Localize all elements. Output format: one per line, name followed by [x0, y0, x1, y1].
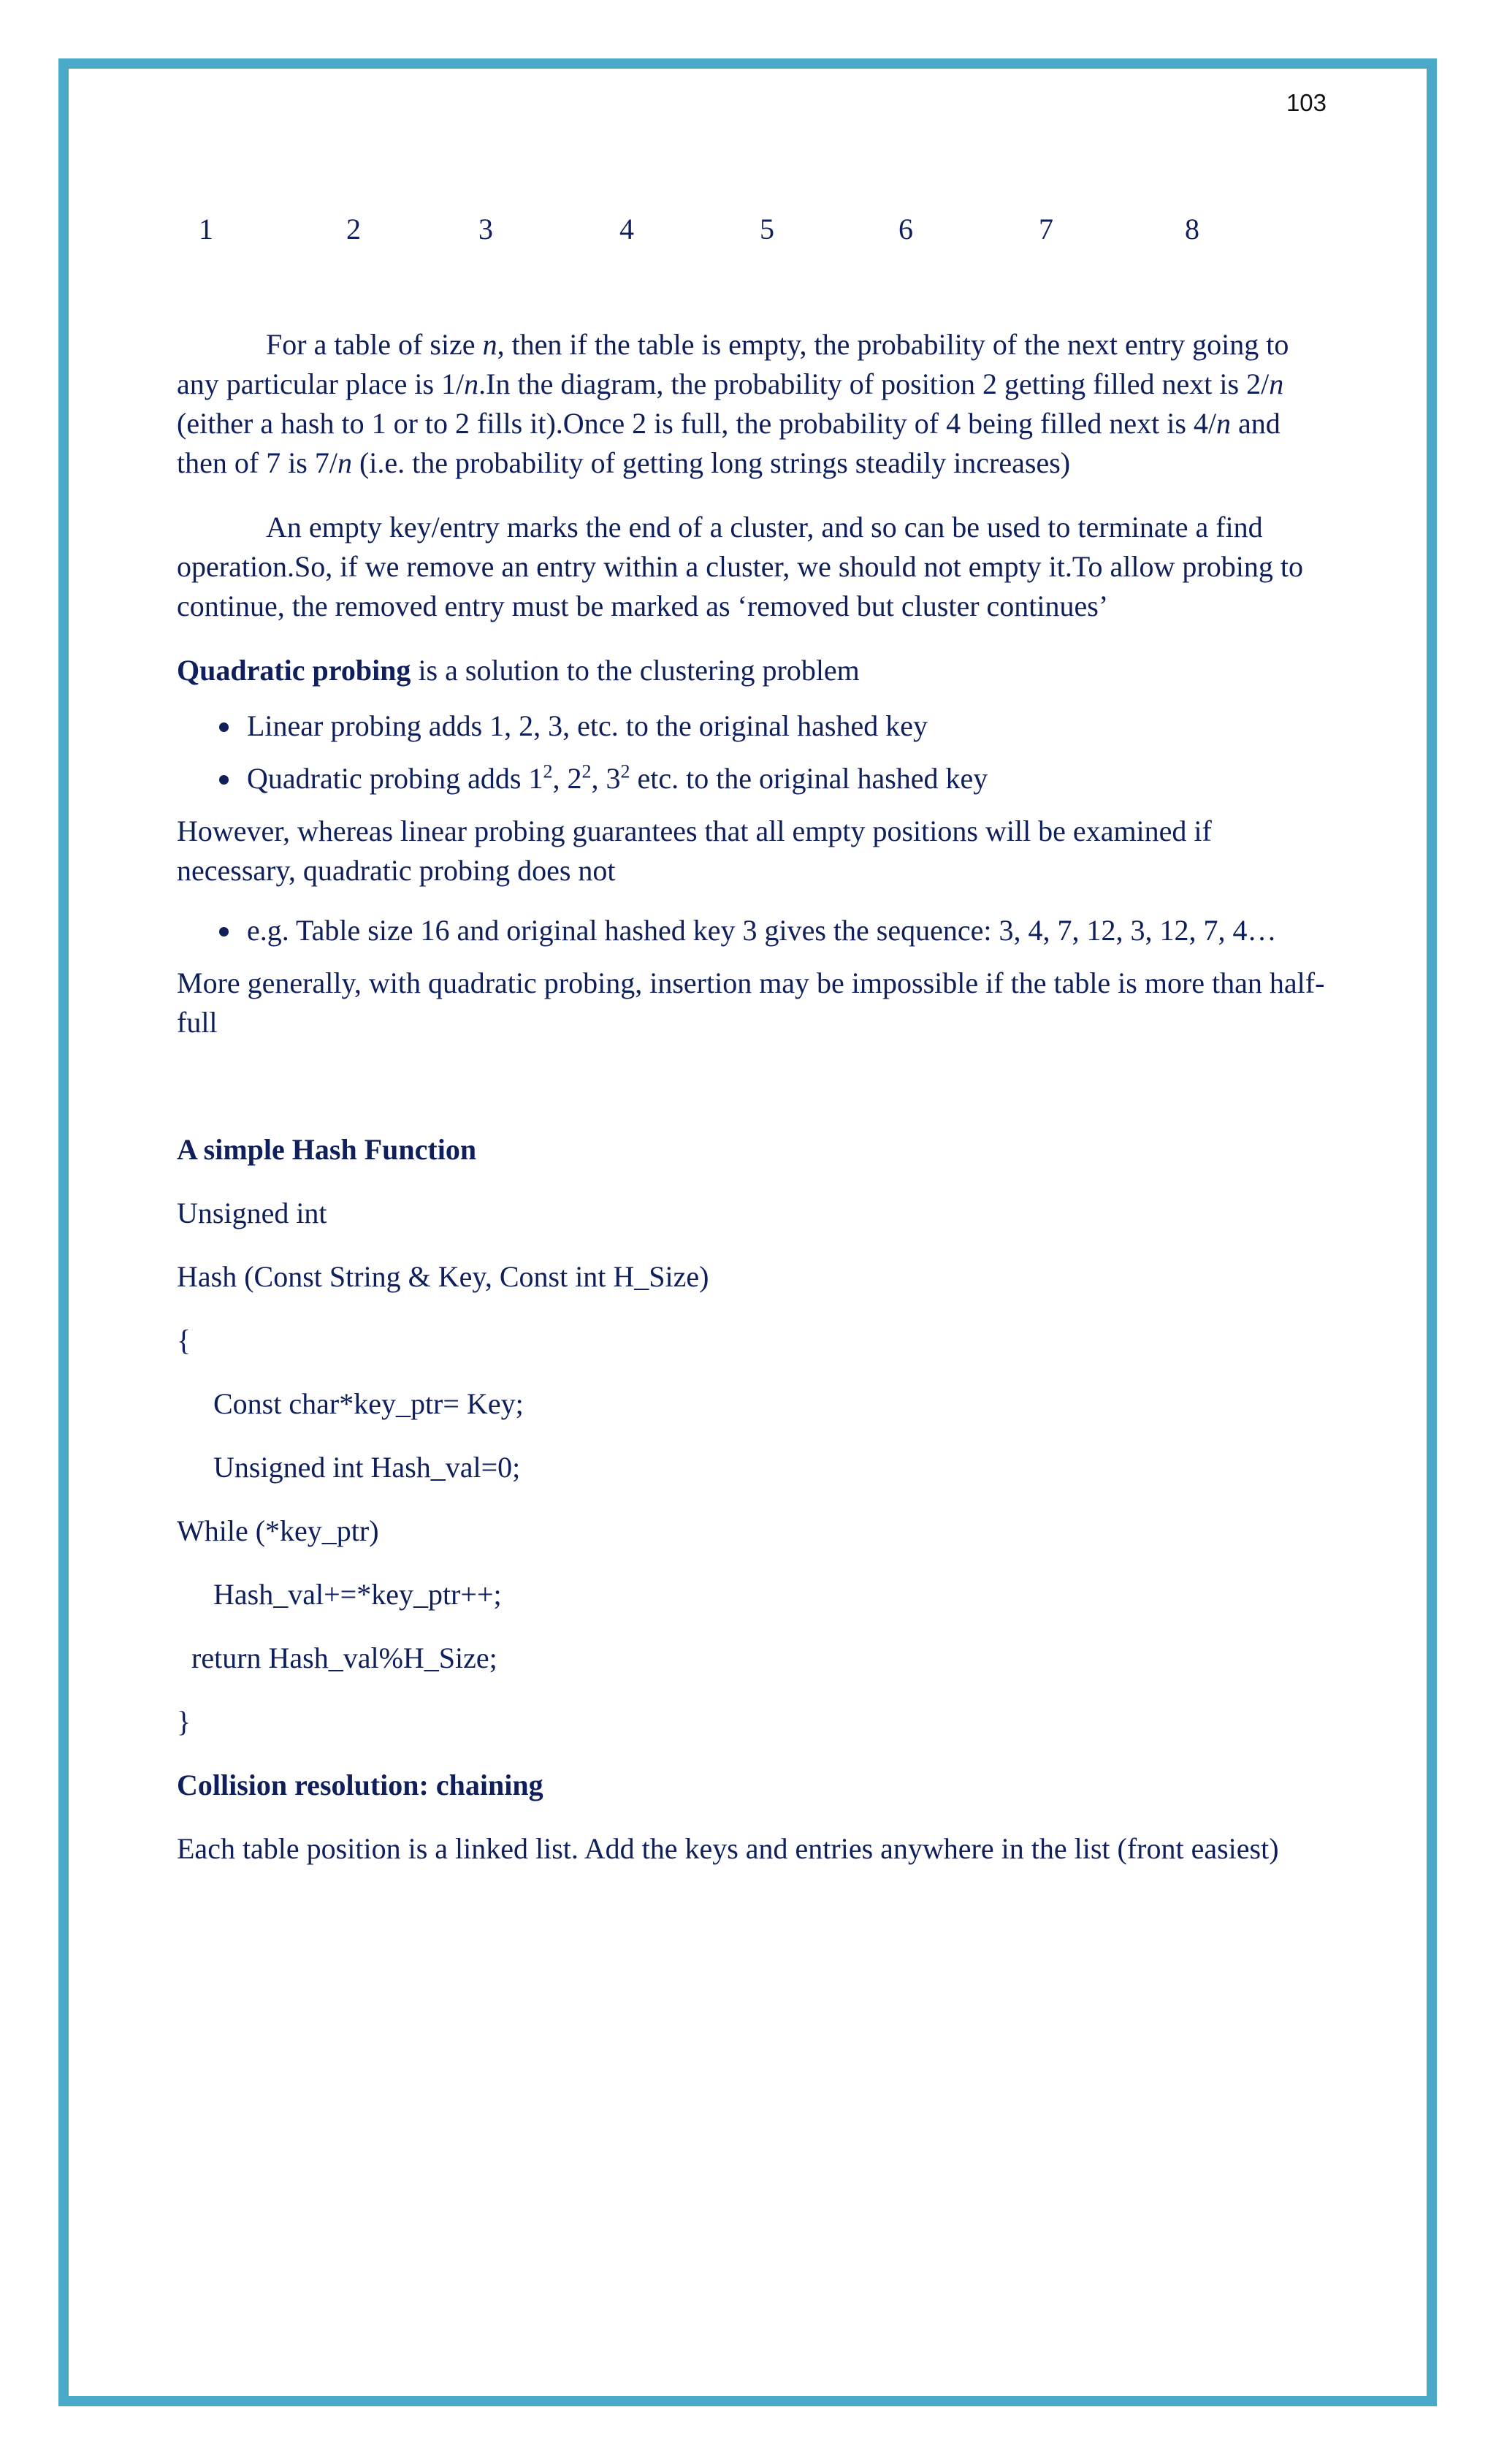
cell-number-8: 8: [1185, 213, 1199, 245]
cell-number-2: 2: [346, 213, 361, 245]
paragraph-empty-key: An empty key/entry marks the end of a cluster, and so can be used to terminate a find operation.So, if we remove an entry within a cluster, we should not empty it.To allow probing to continue, the removed entry must be marked as ‘removed but cluster continues’: [177, 511, 1303, 622]
cell-number-7: 7: [1039, 213, 1053, 245]
document-body: [177, 325, 1331, 1869]
code-line-6: While (*key_ptr): [177, 1514, 379, 1547]
bullet-icon: [219, 722, 229, 732]
chaining-heading: Collision resolution: chaining: [177, 1769, 543, 1801]
code-line-9: }: [177, 1705, 191, 1738]
example-bullet-list: [177, 911, 1331, 950]
code-line-2: Hash (Const String & Key, Const int H_Size): [177, 1260, 709, 1293]
probing-bullet-list: [177, 706, 1331, 798]
cell-number-4: 4: [619, 213, 634, 245]
paragraph-however: However, whereas linear probing guarantees that all empty positions will be examined if necessary, quadratic probing does not: [177, 815, 1212, 887]
cell-number-3: 3: [478, 213, 493, 245]
list-item-linear: Linear probing adds 1, 2, 3, etc. to the original hashed key: [247, 706, 1331, 746]
code-line-3: {: [177, 1324, 191, 1357]
cell-number-5: 5: [760, 213, 774, 245]
bullet-icon: [219, 775, 229, 785]
table-cell-numbers: [0, 212, 1496, 248]
paragraph-more-generally: More generally, with quadratic probing, insertion may be impossible if the table is more than half-full: [177, 966, 1325, 1039]
code-line-7: Hash_val+=*key_ptr++;: [213, 1578, 502, 1611]
list-item-example: e.g. Table size 16 and original hashed key 3 gives the sequence: 3, 4, 7, 12, 3, 12, 7, 4…: [247, 911, 1331, 950]
bullet-icon: [219, 927, 229, 937]
paragraph-probability: For a table of size n, then if the table is empty, the probability of the next entry going to any particular place is 1/n.In the diagram, the probability of position 2 getting filled next is 2/n (either a hash to 1 or to 2 fills it).Once 2 is full, the probability of 4 being filled next is 4/n and then of 7 is 7/n (i.e. the probability of getting long strings steadily increases): [177, 328, 1289, 479]
paragraph-quadratic-intro: Quadratic probing is a solution to the clustering problem: [177, 654, 860, 687]
hash-function-heading: A simple Hash Function: [177, 1133, 477, 1166]
code-line-8: return Hash_val%H_Size;: [191, 1641, 497, 1674]
cell-number-6: 6: [898, 213, 913, 245]
page-number: 103: [1286, 89, 1327, 116]
paragraph-chaining: Each table position is a linked list. Add the keys and entries anywhere in the list (front easiest): [177, 1832, 1279, 1865]
code-line-1: Unsigned int: [177, 1197, 327, 1229]
list-item-quadratic: Quadratic probing adds $1^2$, $2^2$, $3^2$ etc. to the original hashed key: [247, 759, 1331, 798]
code-line-5: Unsigned int Hash_val=0;: [213, 1451, 521, 1484]
quadratic-probing-term: Quadratic probing: [177, 654, 411, 687]
cell-number-1: 1: [199, 213, 213, 245]
code-line-4: Const char*key_ptr= Key;: [213, 1387, 524, 1420]
